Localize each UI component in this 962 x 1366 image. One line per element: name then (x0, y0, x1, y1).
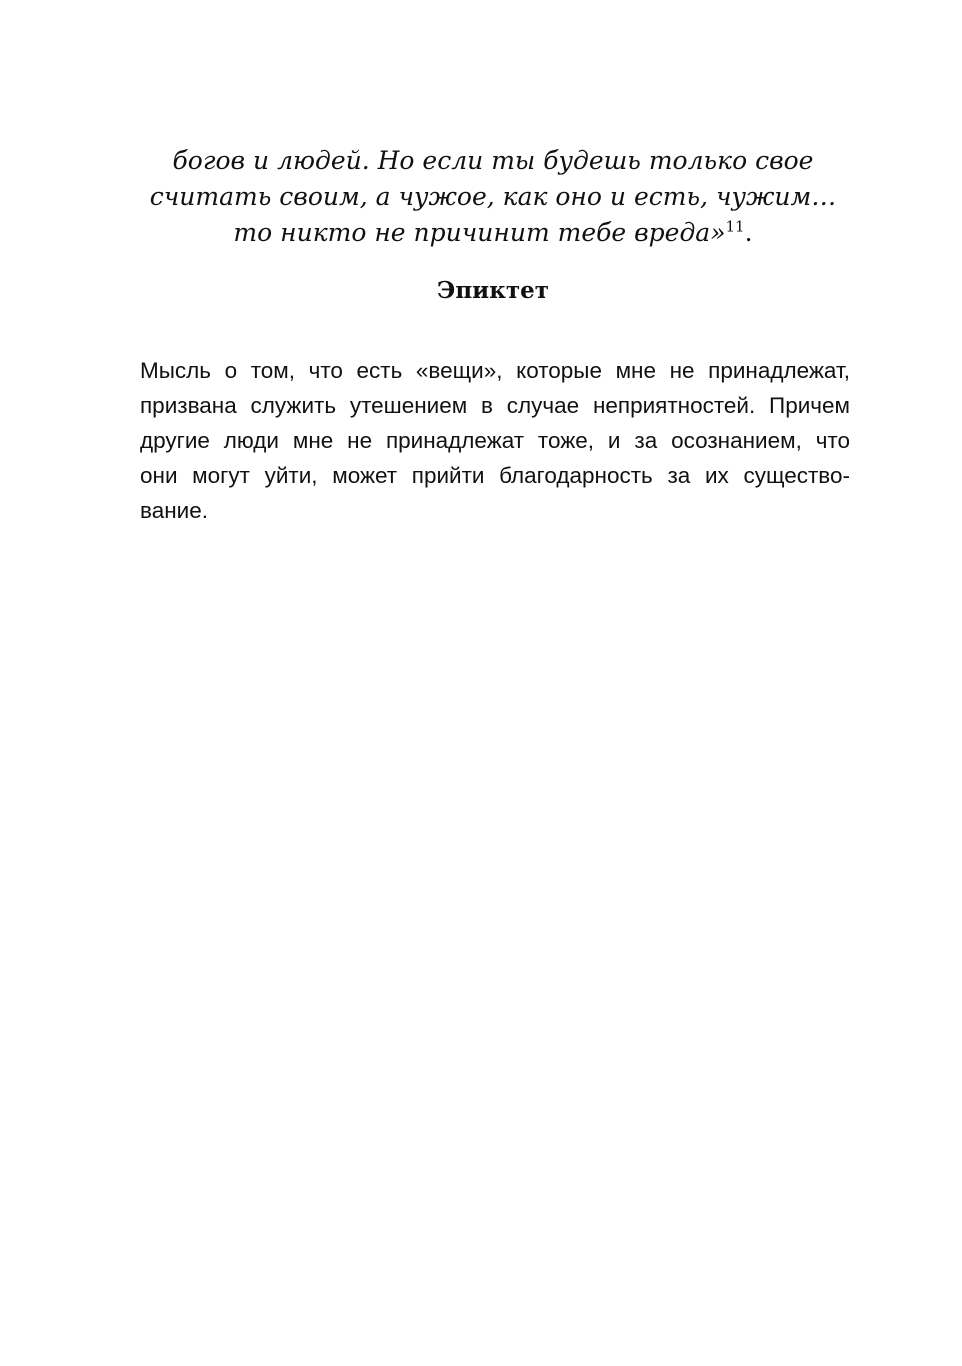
quote-line-3 (140, 215, 846, 251)
body-line-4: они могут уйти, может прийти благодарность за их существо- (140, 463, 850, 488)
quote-line-1: богов и людей. Но если ты будешь только свое (172, 146, 814, 175)
quote-line-2: считать своим, а чужое, как оно и есть, чужим… (149, 182, 837, 211)
epigraph-quote (140, 143, 846, 251)
quote-line-3-text: то никто не причинит тебе вреда» (233, 218, 726, 247)
body-paragraph (140, 353, 850, 528)
body-line-1: Мысль о том, что есть «вещи», которые мне не принадлежат, (140, 358, 850, 383)
quote-author: Эпиктет (437, 277, 549, 304)
body-line-3: другие люди мне не принадлежат тоже, и за осознанием, что (140, 428, 850, 453)
footnote-reference[interactable]: 11 (725, 217, 745, 236)
body-line-5: вание. (140, 498, 208, 523)
body-line-2: призвана служить утешением в случае неприятностей. Причем (140, 393, 850, 418)
quote-end-punctuation: . (744, 218, 753, 247)
